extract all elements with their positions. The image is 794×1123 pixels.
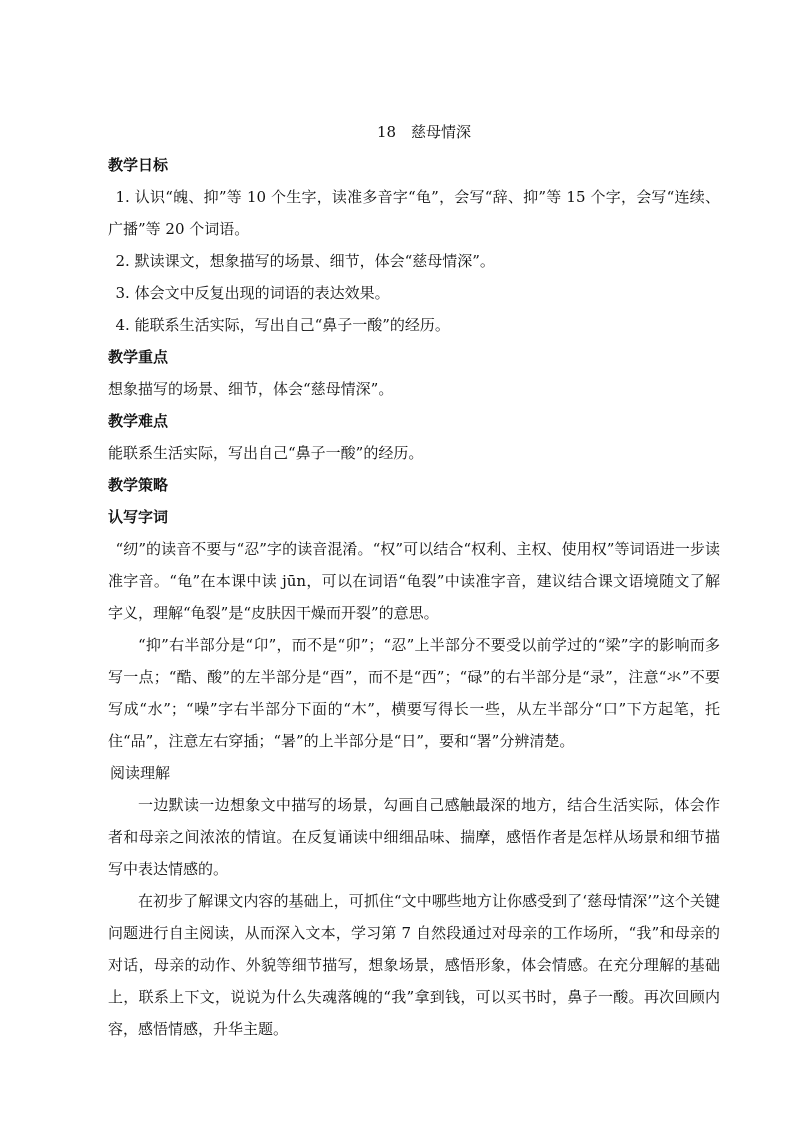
document-content [108, 116, 720, 1045]
difficulties-section [108, 405, 720, 469]
difficulties-heading: 教学难点 [108, 412, 169, 430]
recognize-paragraph-1: “纫”的读音不要与“忍”字的读音混淆。“权”可以结合“权利、主权、使用权”等词语进一步读准字音。“龟”在本课中读 jūn，可以在词语“龟裂”中读准字音，建议结合课文语境随文了解字义，理解“龟裂”是“皮肤因干燥而开裂”的意思。 [108, 540, 720, 622]
objective-item-4: 4. 能联系生活实际，写出自己“鼻子一酸”的经历。 [115, 316, 450, 334]
reading-paragraph-2: 在初步了解课文内容的基础上，可抓住“文中哪些地方让你感受到了‘慈母情深’”这个关键问题进行自主阅读，从而深入文本，学习第 7 自然段通过对母亲的工作场所，“我”和母亲的对话，母亲的动作、外貌等细节描写，想象场景，感悟形象，体会情感。在充分理解的基础上，联系上下文，说说为什么失魂落魄的“我”拿到钱，可以买书时，鼻子一酸。再次回顾内容，感悟情感，升华主题。 [108, 892, 720, 1038]
objectives-section [108, 149, 720, 341]
objective-item-2: 2. 默读课文，想象描写的场景、细节，体会“慈母情深”。 [115, 252, 495, 270]
strategy-heading: 教学策略 [108, 476, 169, 494]
strategy-section [108, 469, 720, 1045]
objective-item-1: 1. 认识“魄、抑”等 10 个生字，读准多音字“龟”，会写“辞、抑”等 15 个字，会写“连续、广播”等 20 个词语。 [108, 188, 720, 238]
difficulties-text: 能联系生活实际，写出自己“鼻子一酸”的经历。 [108, 444, 424, 462]
recognize-paragraph-2: “抑”右半部分是“卬”，而不是“卯”；“忍”上半部分不要受以前学过的“梁”字的影响而多写一点；“酷、酸”的左半部分是“酉”，而不是“西”；“碌”的右半部分是“录”，注意“氺”不要写成“水”；“噪”字右半部分下面的“木”，横要写得长一些，从左半部分“口”下方起笔，托住“品”，注意左右穿插；“暑”的上半部分是“日”，要和“署”分辨清楚。 [108, 636, 720, 750]
page-title: 18 慈母情深 [376, 123, 472, 141]
key-points-heading: 教学重点 [108, 348, 169, 366]
reading-comprehension-heading: 阅读理解 [110, 764, 171, 782]
objectives-heading: 教学日标 [108, 156, 169, 174]
key-points-section [108, 341, 720, 405]
recognize-words-heading: 认写字词 [108, 508, 169, 526]
reading-paragraph-1: 一边默读一边想象文中描写的场景，勾画自己感触最深的地方，结合生活实际，体会作者和母亲之间浓浓的情谊。在反复诵读中细细品味、揣摩，感悟作者是怎样从场景和细节描写中表达情感的。 [108, 796, 720, 878]
key-points-text: 想象描写的场景、细节，体会“慈母情深”。 [108, 380, 394, 398]
objective-item-3: 3. 体会文中反复出现的词语的表达效果。 [115, 284, 390, 302]
